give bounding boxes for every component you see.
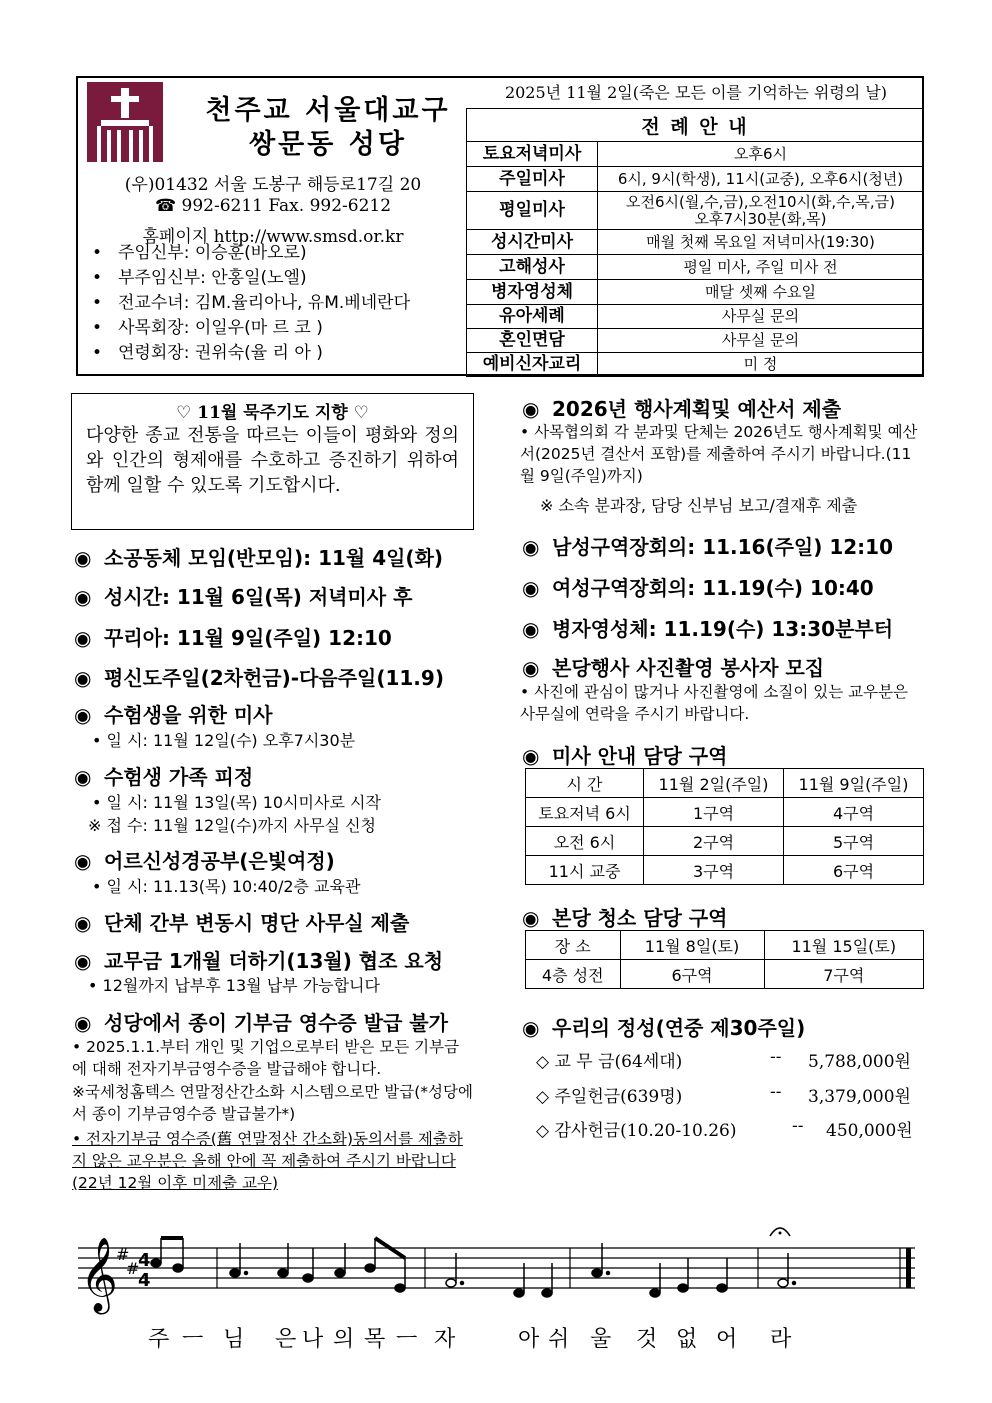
bullet-icon: ◉ [522, 656, 540, 680]
liturgy-value-line: 오전6시(월,수,금),오전10시(화,수,목,금) [625, 192, 896, 211]
table-cell: 6구역 [784, 856, 924, 885]
staff-item: • 연령회장: 권위숙(율 리 아 ) [92, 338, 410, 363]
prayer-body: 다양한 종교 전통을 따르는 이들이 평화와 정의와 인간의 형제애를 수호하고 증진하기 위하여 함께 일할 수 있도록 기도합시다. [86, 425, 459, 496]
notice-title: 수험생을 위한 미사 [104, 703, 273, 727]
table-header-row [526, 931, 924, 960]
bullet-icon: ◉ [74, 849, 92, 873]
bullet-icon: ◉ [522, 906, 540, 930]
section-cleaning-duty [522, 902, 727, 931]
bullet-icon: ◉ [522, 744, 540, 768]
bullet-icon: ◉ [74, 911, 92, 935]
offering-amount: 5,788,000원 [808, 1052, 911, 1072]
offering-label: ◇ 주일헌금(639명) [536, 1087, 683, 1107]
parish-name-line1: 천주교 서울대교구 [205, 95, 451, 126]
table-row [526, 827, 924, 856]
notice-curia [74, 622, 392, 651]
bullet-icon: ◉ [522, 617, 540, 641]
notice-title: 성당에서 종이 기부금 영수증 발급 불가 [104, 1011, 448, 1035]
music-score [70, 1218, 920, 1318]
section-offerings [522, 1012, 805, 1041]
notice-title: 꾸리아: 11월 9일(주일) 12:10 [104, 626, 392, 650]
liturgy-label: 병자영성체 [467, 280, 598, 305]
cleaning-duty-table [525, 930, 924, 989]
notice-detail: • 12월까지 납부후 13월 납부 가능합니다 [88, 976, 380, 995]
notice-laity-sunday [74, 662, 444, 691]
liturgy-value-line: 오후7시30분(화,목) [694, 209, 827, 228]
notice-men-leaders [522, 531, 893, 560]
notice-exam-retreat [74, 761, 253, 790]
table-row [526, 960, 924, 989]
lyric-syllable: 나 [302, 1327, 324, 1352]
table-row [526, 856, 924, 885]
liturgy-value: 사무실 문의 [598, 305, 924, 329]
section-mass-duty [522, 740, 727, 769]
lyric-syllable: ㅡ [182, 1327, 204, 1352]
notice-title: 수험생 가족 피정 [104, 765, 254, 789]
liturgy-value: 평일 미사, 주일 미사 전 [598, 255, 924, 280]
bullet-icon: ◉ [74, 666, 92, 690]
table-cell: 3구역 [644, 856, 784, 885]
liturgy-value: 미 정 [598, 353, 924, 377]
notice-holy-hour [74, 581, 412, 610]
notice-title: 남성구역장회의: 11.16(주일) 12:10 [552, 535, 894, 559]
parish-address: (우)01432 서울 도봉구 해등로17길 20 [124, 175, 422, 195]
bullet-icon: ◉ [74, 949, 92, 973]
notice-2026-plan [522, 393, 841, 422]
bullet-icon: ◉ [74, 765, 92, 789]
notice-bible-study [74, 845, 335, 874]
svg-text:#: # [116, 1245, 130, 1264]
bullet-icon: ◉ [74, 546, 92, 570]
notice-title: 평신도주일(2차헌금)-다음주일(11.9) [104, 666, 444, 690]
table-cell: 1구역 [644, 798, 784, 827]
notice-detail: • 일 시: 11월 13일(목) 10시미사로 시작 [92, 793, 381, 812]
notice-title: 본당행사 사진촬영 봉사자 모집 [552, 656, 825, 680]
notice-13th-month [74, 945, 443, 974]
section-title: 본당 청소 담당 구역 [552, 906, 728, 930]
notice-donation-receipt [74, 1007, 448, 1036]
liturgy-value [598, 192, 924, 230]
parish-homepage: 홈페이지 http://www.smsd.or.kr [142, 227, 404, 247]
header-box [76, 76, 924, 376]
notice-photo-volunteer [522, 652, 824, 681]
lyric-syllable: 쉬 [548, 1327, 570, 1352]
lyric-syllable: 라 [770, 1327, 792, 1352]
bullet-icon: ◉ [74, 703, 92, 727]
notice-sick-communion [522, 613, 893, 642]
lyric-syllable: 님 [223, 1327, 245, 1352]
liturgy-label: 평일미사 [467, 192, 598, 230]
notice-officer-list [74, 907, 409, 936]
bullet-icon: ◉ [522, 535, 540, 559]
table-cell: 7구역 [764, 960, 923, 989]
bullet-icon: ◉ [74, 626, 92, 650]
lyric-syllable: 없 [676, 1327, 698, 1352]
table-cell: 5구역 [784, 827, 924, 856]
notice-title: 교무금 1개월 더하기(13월) 협조 요청 [104, 949, 444, 973]
bullet-icon: ◉ [74, 1011, 92, 1035]
table-header-cell: 11월 8일(토) [620, 931, 764, 960]
liturgy-label: 유아세례 [467, 305, 598, 329]
notice-small-community [74, 542, 443, 571]
notice-title: 성시간: 11월 6일(목) 저녁미사 후 [104, 585, 413, 609]
notice-detail: • 일 시: 11월 12일(수) 오후7시30분 [92, 731, 356, 750]
table-cell: 토요저녁 6시 [526, 798, 644, 827]
table-header-cell: 시 간 [526, 769, 644, 798]
staff-item: • 사목회장: 이일우(마 르 코 ) [92, 313, 410, 338]
offering-dash: -- [770, 1082, 782, 1102]
svg-text:#: # [126, 1259, 140, 1278]
offering-dash: -- [770, 1047, 782, 1067]
table-row [526, 798, 924, 827]
notice-paragraph: • 사목협의회 각 분과및 단체는 2026년도 행사계획및 예산서(2025년 결산서 포함)를 제출하여 주시기 바랍니다.(11월 9일(주일)까지) [520, 423, 918, 485]
section-title: 미사 안내 담당 구역 [552, 744, 728, 768]
notice-paragraph: • 사진에 관심이 많거나 사진촬영에 소질이 있는 교우분은 사무실에 연락을 주시기 바랍니다. [520, 683, 909, 723]
table-header-cell: 장 소 [526, 931, 621, 960]
liturgy-label: 성시간미사 [467, 230, 598, 255]
liturgy-value: 6시, 9시(학생), 11시(교중), 오후6시(청년) [598, 167, 924, 192]
table-cell: 4구역 [784, 798, 924, 827]
notice-paragraph: • 2025.1.1.부터 개인 및 기업으로부터 받은 모든 기부금에 대해 전자기부금영수증을 발급해야 합니다. [72, 1038, 460, 1078]
time-signature-bottom: 4 [138, 1270, 151, 1291]
table-cell: 4층 성전 [526, 960, 621, 989]
notice-title: 소공동체 모임(반모임): 11월 4일(화) [104, 546, 444, 570]
notice-title: 병자영성체: 11.19(수) 13:30분부터 [552, 617, 894, 641]
table-cell: 오전 6시 [526, 827, 644, 856]
offering-label: ◇ 교 무 금(64세대) [536, 1052, 683, 1072]
parish-logo [87, 82, 163, 162]
lyric-syllable: 은 [275, 1327, 297, 1352]
liturgy-value: 사무실 문의 [598, 329, 924, 353]
bullet-icon: ◉ [522, 397, 540, 421]
offering-amount: 3,379,000원 [808, 1087, 911, 1107]
lyric-syllable: 울 [590, 1327, 612, 1352]
parish-name-line2: 쌍문동 성당 [249, 129, 407, 160]
liturgy-value: 오후6시 [598, 142, 924, 167]
lyric-syllable: 목 [364, 1327, 386, 1352]
liturgy-label: 고해성사 [467, 255, 598, 280]
lyric-syllable: ㅡ [396, 1327, 418, 1352]
notice-exam-mass [74, 699, 273, 728]
table-header-cell: 11월 9일(주일) [784, 769, 924, 798]
prayer-title: ♡ 11월 묵주기도 지향 ♡ [176, 403, 369, 423]
table-cell: 2구역 [644, 827, 784, 856]
lyric-syllable: 주 [148, 1327, 170, 1352]
notice-paragraph: ※국세청홈텍스 연말정산간소화 시스템으로만 발급(*성당에서 종이 기부금영수증 발급불가*) [72, 1083, 473, 1123]
liturgy-label: 주일미사 [467, 167, 598, 192]
table-header-cell: 11월 2일(주일) [644, 769, 784, 798]
lyric-syllable: 의 [333, 1327, 355, 1352]
liturgy-table [466, 108, 924, 377]
bullet-icon: ◉ [74, 585, 92, 609]
table-header-cell: 11월 15일(토) [764, 931, 923, 960]
liturgy-value: 매월 첫째 목요일 저녁미사(19:30) [598, 230, 924, 255]
staff-item: • 주임신부: 이승훈(바오로) [92, 238, 410, 263]
notice-title: 단체 간부 변동시 명단 사무실 제출 [104, 911, 410, 935]
mass-duty-table [525, 768, 924, 885]
bullet-icon: ◉ [522, 576, 540, 600]
offering-amount: 450,000원 [826, 1121, 913, 1141]
bulletin-date: 2025년 11월 2일(죽은 모든 이를 기억하는 위령의 날) [504, 83, 888, 102]
offering-label: ◇ 감사헌금(10.20-10.26) [536, 1121, 737, 1141]
liturgy-value: 매달 셋째 수요일 [598, 280, 924, 305]
notice-detail: ※ 소속 분과장, 담당 신부님 보고/결재후 제출 [540, 496, 858, 515]
bullet-icon: ◉ [522, 1016, 540, 1040]
notice-detail: • 일 시: 11.13(목) 10:40/2층 교육관 [92, 877, 361, 896]
notice-paragraph: • 전자기부금 영수증(舊 연말정산 간소화)동의서를 제출하지 않은 교우분은 올해 안에 꼭 제출하여 주시기 바랍니다(22년 12월 이후 미제출 교우) [72, 1130, 463, 1192]
prayer-intention-box [71, 393, 474, 530]
lyric-syllable: 아 [518, 1327, 540, 1352]
notice-women-leaders [522, 572, 874, 601]
lyric-syllable: 자 [434, 1327, 456, 1352]
offering-dash: -- [792, 1116, 804, 1136]
liturgy-title: 전 례 안 내 [467, 109, 924, 142]
time-signature-top: 4 [138, 1250, 151, 1271]
staff-item: • 전교수녀: 김M.율리아나, 유M.베네란다 [92, 288, 410, 313]
notice-title: 2026년 행사계획및 예산서 제출 [552, 397, 842, 421]
table-cell: 11시 교중 [526, 856, 644, 885]
staff-list [92, 238, 410, 363]
treble-clef-icon: 𝄞 [80, 1238, 118, 1312]
table-header-row [526, 769, 924, 798]
notice-title: 여성구역장회의: 11.19(수) 10:40 [552, 576, 874, 600]
staff-item: • 부주임신부: 안홍일(노엘) [92, 263, 410, 288]
liturgy-label: 혼인면담 [467, 329, 598, 353]
liturgy-label: 토요저녁미사 [467, 142, 598, 167]
notice-title: 어르신성경공부(은빛여정) [104, 849, 335, 873]
parish-phone: ☎ 992-6211 Fax. 992-6212 [154, 196, 392, 216]
liturgy-label: 예비신자교리 [467, 353, 598, 377]
lyric-syllable: 것 [636, 1327, 658, 1352]
table-cell: 6구역 [620, 960, 764, 989]
section-title: 우리의 정성(연중 제30주일) [552, 1016, 806, 1040]
lyric-syllable: 어 [716, 1327, 738, 1352]
notice-detail: ※ 접 수: 11월 12일(수)까지 사무실 신청 [88, 816, 376, 835]
